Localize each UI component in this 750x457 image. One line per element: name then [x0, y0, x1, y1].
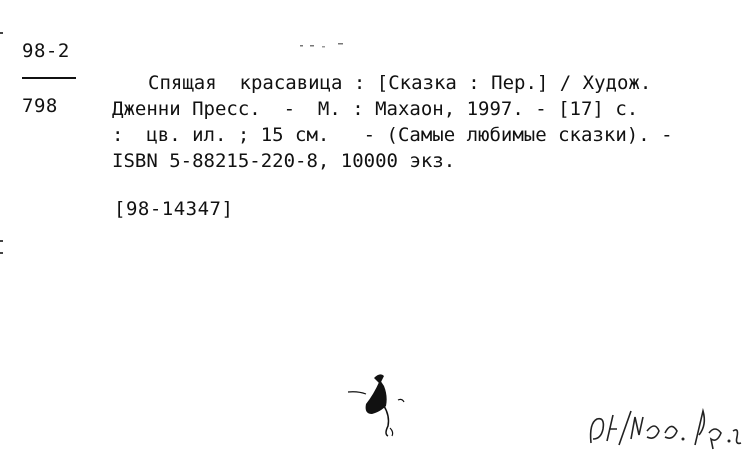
shelf-mark-top: 98-2 [22, 40, 70, 62]
margin-mark [0, 240, 3, 242]
scratch-marks [296, 42, 356, 50]
margin-mark [0, 252, 3, 254]
entry-line-1: Спящая красавица : [Сказка : Пер.] / Худож. [148, 72, 652, 94]
control-number: [98-14347] [114, 198, 234, 220]
bibliographic-entry [112, 70, 712, 174]
shelf-mark-divider [22, 77, 76, 79]
entry-line-3: : цв. ил. ; 15 см. - (Самые любимые сказки). - [112, 124, 673, 146]
entry-line-2: Дженни Пресс. - М. : Махаон, 1997. - [17] с. [112, 98, 639, 120]
entry-line-4: ISBN 5-88215-220-8, 10000 экз. [112, 150, 456, 172]
shelf-mark-bottom: 798 [22, 95, 58, 117]
ink-blot-stamp [344, 370, 414, 442]
margin-mark [0, 32, 3, 34]
handwritten-note [585, 405, 745, 455]
